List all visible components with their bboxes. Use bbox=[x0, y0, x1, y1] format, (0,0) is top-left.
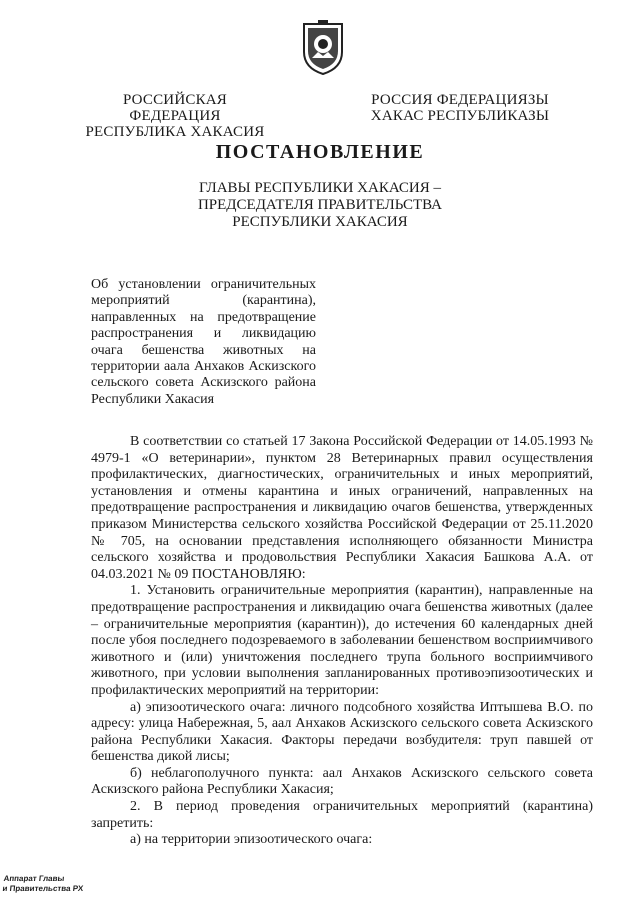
subtitle-line-1: ГЛАВЫ РЕСПУБЛИКИ ХАКАСИЯ – bbox=[198, 180, 442, 196]
stamp-line-2: и Правительства РХ bbox=[2, 884, 84, 893]
header-right-line-1: РОССИЯ ФЕДЕРАЦИЯЗЫ bbox=[371, 92, 549, 108]
coat-of-arms-emblem bbox=[300, 18, 346, 76]
document-body bbox=[91, 434, 593, 849]
header-right-line-2: ХАКАС РЕСПУБЛИКАЗЫ bbox=[370, 108, 550, 124]
document-subtitle bbox=[170, 180, 470, 231]
subtitle-line-3: РЕСПУБЛИКИ ХАКАСИЯ bbox=[232, 214, 408, 230]
subtitle-line-2: ПРЕДСЕДАТЕЛЯ ПРАВИТЕЛЬСТВА bbox=[197, 197, 443, 213]
paragraph-item-1: 1. Установить ограничительные мероприятия (карантин), направленные на предотвращение распространения и ликвидацию очага бешенства животных (далее – ограничительные мероприятия (карантин)), до истечения 60 календарных дней после убоя последнего подозреваемого в заболевании бешенством восприимчивого животного и (или) уничтожения последнего трупа больного восприимчивого животного, при условии выполнения запланированных противоэпизоотических и профилактических мероприятий на территории: bbox=[91, 583, 593, 698]
header-left-line-1: РОССИЙСКАЯ ФЕДЕРАЦИЯ bbox=[122, 92, 228, 124]
paragraph-item-1a: а) эпизоотического очага: личного подсобного хозяйства Иптышева В.О. по адресу: улица Набережная, 5, аал Анхаков Аскизского сельского совета Аскизского района Республики Хакасия. Факторы передачи возбудителя: труп павшей от бешенства дикой лисы; bbox=[91, 699, 593, 765]
subject-heading: Об установлении ограничительных мероприятий (карантина), направленных на предотвращение распространения и ликвидацию очага бешенства животных на территории аала Анхаков Аскизского сельского совета Аскизского района Республики Хакасия bbox=[91, 277, 316, 407]
paragraph-item-2: 2. В период проведения ограничительных мероприятий (карантина) запретить: bbox=[91, 799, 593, 831]
office-stamp bbox=[2, 874, 85, 894]
paragraph-preamble: В соответствии со статьей 17 Закона Российской Федерации от 14.05.1993 № 4979-1 «О ветеринарии», пунктом 28 Ветеринарных правил осуществления профилактических, диагностических, ограничительных и иных мероприятий, установления и отмены карантина и иных ограничений, направленных на предотвращение распространения и ликвидацию очагов бешенства, утвержденных приказом Министерства сельского хозяйства Российской Федерации от 25.11.2020 № 705, на основании представления исполняющего обязанности Министра сельского хозяйства и продовольствия Республики Хакасия Башкова А.А. от 04.03.2021 № 09 ПОСТАНОВЛЯЮ: bbox=[91, 434, 593, 582]
document-title: ПОСТАНОВЛЕНИЕ bbox=[215, 141, 425, 163]
stamp-line-1: Аппарат Главы bbox=[3, 874, 65, 883]
paragraph-item-1b: б) неблагополучного пункта: аал Анхаков Аскизского сельского совета Аскизского района Республики Хакасия; bbox=[91, 765, 593, 798]
header-left-line-2: РЕСПУБЛИКА ХАКАСИЯ bbox=[85, 124, 265, 140]
paragraph-item-2a: а) на территории эпизоотического очага: bbox=[130, 832, 373, 848]
header-right bbox=[370, 92, 550, 124]
header-left bbox=[80, 92, 270, 140]
